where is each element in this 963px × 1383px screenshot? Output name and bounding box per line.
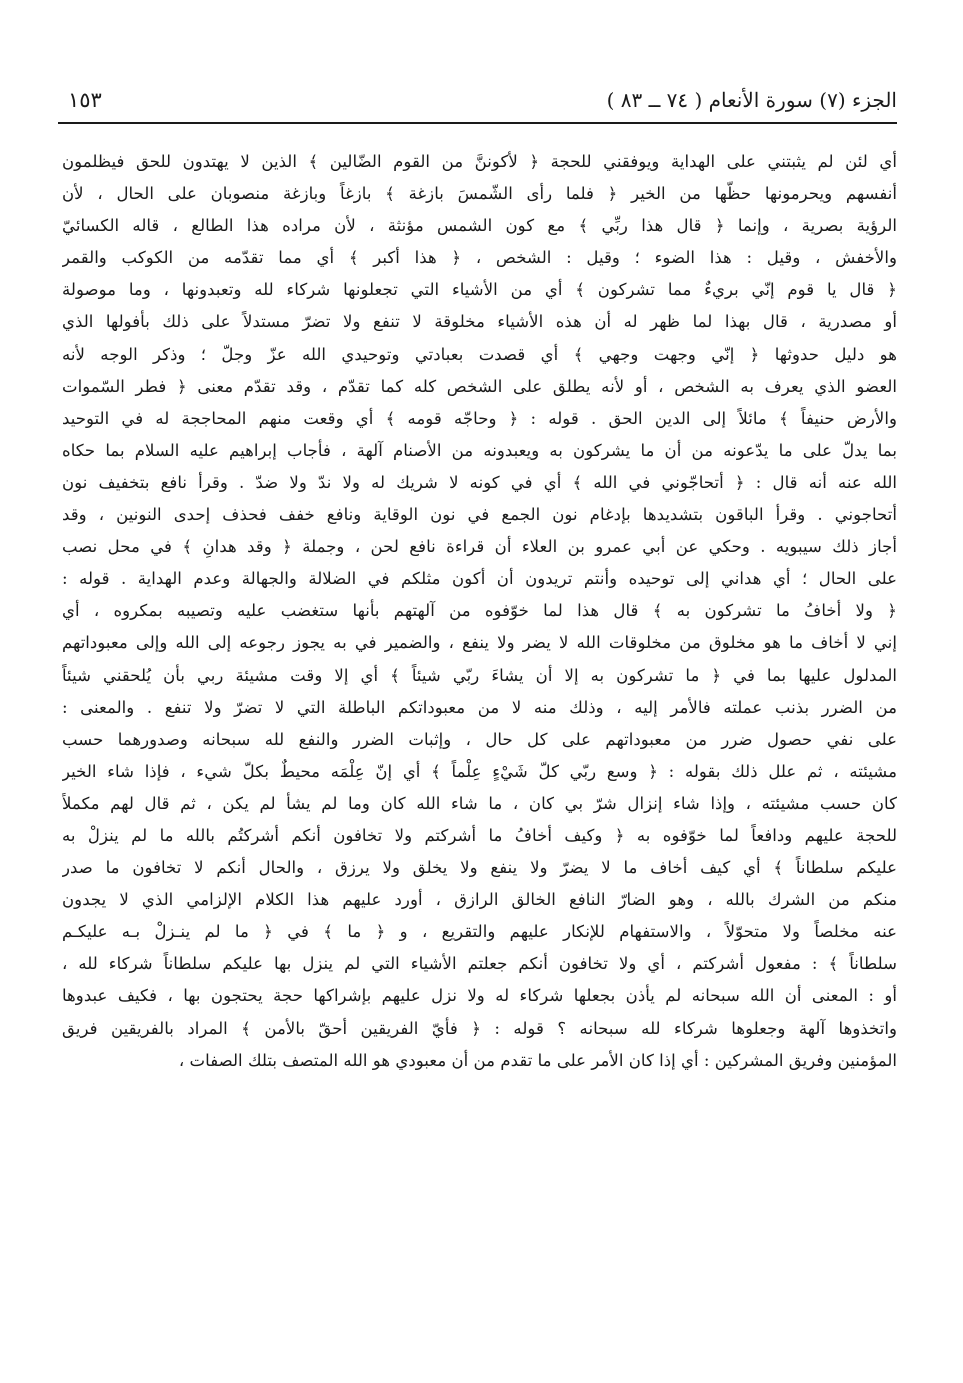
text-line: منكم من الشرك بالله ، وهو الضارّ النافع الخالق الرازق ، أورد عليهم هذا الكلام الإلزامي الذي لا يجدون [62,890,897,910]
page-header [58,84,897,124]
header-rule [58,122,897,124]
text-line: واتخذوها آلهة وجعلوها شركاء لله سبحانه ؟ قوله : ﴿ فأيّ الفريقين أحقّ بالأمن ﴾ المراد بالفريقين فريق [62,1018,897,1038]
text-line: هو دليل حدوثها ﴿ إنّي وجهت وجهي ﴾ أي قصدت بعبادتي وتوحيدي الله عزّ وجلّ ؛ وذكر الوجه لأنه [62,344,897,364]
text-line: أو مصدرية ، قال بهذا لما ظهر له أن هذه الأشياء مخلوقة لا تنفع ولا تضرّ مستدلاً على ذلك بأفولها الذي [62,312,897,332]
text-line: سلطاناً ﴾ : مفعول أشركتم ، أي ولا تخافون أنكم جعلتم الأشياء التي لم ينزل بها عليكم سلطاناً شركاء لله ، [62,954,897,974]
text-line: كان حسب مشيئته ، وإذا شاء إنزال شرّ بي كان ، ما شاء الله كان وما لم يشأ لم يكن ، ثم قال لهم مكملاً [62,793,897,813]
text-line: أنفسهم ويحرمونها حظّها من الخير ﴿ فلما رأى الشّمسَ بازغة ﴾ بازغاً وبازغة منصوبان على الحال ، لأن [62,184,897,204]
page-number: ١٥٣ [68,88,102,112]
text-line: الله عنه أنه قال : ﴿ أتحاجّوني في الله ﴾ أي في كونه لا شريك له ولا ندّ ولا ضدّ . وقرأ نافع بتخفيف نون [62,472,897,492]
text-line: بما يدلّ على ما يدّعونه من أن ما يشركون به ويعبدونه من الأصنام آلهة ، فأجاب إبراهيم عليه السلام بما حكاه [62,440,897,460]
text-line: الرؤية بصرية ، وإنما ﴿ قال هذا ربِّي ﴾ مع كون الشمس مؤنثة ، لأن مراده هذا الطالع ، قاله الكسائيّ [62,216,897,236]
text-line: أتحاجوني . وقرأ الباقون بتشديدها بإدغام نون الجمع في نون الوقاية ونافع خفف فحذف إحدى النونين ، وقد [62,505,897,525]
text-line: عليكم سلطاناً ﴾ أي كيف أخاف ما لا يضرّ ولا ينفع ولا يخلق ولا يرزق ، والحال أنكم لا تخافون ما صدر [62,858,897,878]
running-title: الجزء (٧) سورة الأنعام ( ٧٤ ــ ٨٣ ) [606,88,897,112]
text-line: أجاز ذلك سيبويه . وحكي عن أبي عمرو بن العلاء أن قراءة نافع لحن ، وجملة ﴿ وقد هدانِ ﴾ في محل نصب [62,537,897,557]
text-line: من الضرر بذنب عملته فالأمر إليه ، وذلك منه لا من معبوداتكم الباطلة التي لا تضرّ ولا تنفع . والمعنى : [62,697,897,717]
text-line: ﴿ ولا أخافُ ما تشركون به ﴾ قال هذا لما خوّفوه من آلهتهم بأنها ستغضب عليه وتصيبه بمكروه ، أي [62,601,897,621]
text-line: والأرض حنيفاً ﴾ مائلاً إلى الدين الحق . قوله : ﴿ وحاجّه قومه ﴾ أي وقعت منهم المحاججة له في التوحيد [62,408,897,428]
body-text [62,146,897,1077]
text-line: العضو الذي يعرف به الشخص ، أو لأنه يطلق على الشخص كله كما تقدّم ، وقد تقدّم معنى ﴿ فطر السّموات [62,376,897,396]
text-line: المدلول عليها بما في ﴿ ما تشركون به إلا أن يشاءَ ربّي شيئاً ﴾ أي إلا وقت مشيئة ربي بأن يُلحقني شيئاً [62,665,897,685]
text-line: للحجة عليهم ودافعاً لما خوّفوه به ﴿ وكيف أخافُ ما أشركتم ولا تخافون أنكم أشركتُم بالله ما لم ينزلْ به [62,825,897,845]
text-line: المؤمنين وفريق المشركين : أي إذا كان الأمر على ما تقدم من أن معبودي هو الله المتصف بتلك الصفات ، [178,1050,897,1070]
text-line: إني لا أخاف ما هو مخلوق من مخلوقات الله لا يضر ولا ينفع ، والضمير في به يجوز رجوعه إلى الله وإلى معبوداتهم [62,633,897,653]
text-line: أو : المعنى أن الله سبحانه لم يأذن بجعلها شركاء له ولا نزل عليهم بإشراكها حجة يحتجون بها ، فكيف عبدوها [62,986,897,1006]
text-line: عنه مخلصاً ولا متحوّلاً ، والاستفهام للإنكار عليهم والتقريع ، و ﴿ ما ﴾ في ﴿ ما لم ينـزلْ بـه عليكـم [62,922,897,942]
text-line: على الحال ؛ أي هداني إلى توحيده وأنتم تريدون أن أكون مثلكم في الضلالة والجهالة وعدم الهداية . قوله : [62,569,897,589]
text-line: على نفي حصول ضرر من معبوداتهم على كل حال ، وإثبات الضرر والنفع لله سبحانه وصدورهما حسب [62,729,897,749]
text-line: مشيئته ، ثم علل ذلك بقوله : ﴿ وسع ربّي كلّ شَيْءٍ عِلْماً ﴾ أي إنّ عِلْمَه محيطٌ بكلّ شيء ، فإذا شاء الخير [62,761,897,781]
text-line: ﴿ قال يا قوم إنّي بريءٌ مما تشركون ﴾ أي من الأشياء التي تجعلونها شركاء لله وتعبدونها ، وما موصولة [62,280,897,300]
text-line: والأخفش ، وقيل : هذا الضوء ؛ وقيل : الشخص ، ﴿ هذا أكبر ﴾ أي مما تقدّمه من الكوكب والقمر [62,248,897,268]
text-line: أي لئن لم يثبتني على الهداية ويوفقني للحجة ﴿ لأكوننَّ من القوم الضّالين ﴾ الذين لا يهتدون للحق فيظلمون [62,152,897,171]
